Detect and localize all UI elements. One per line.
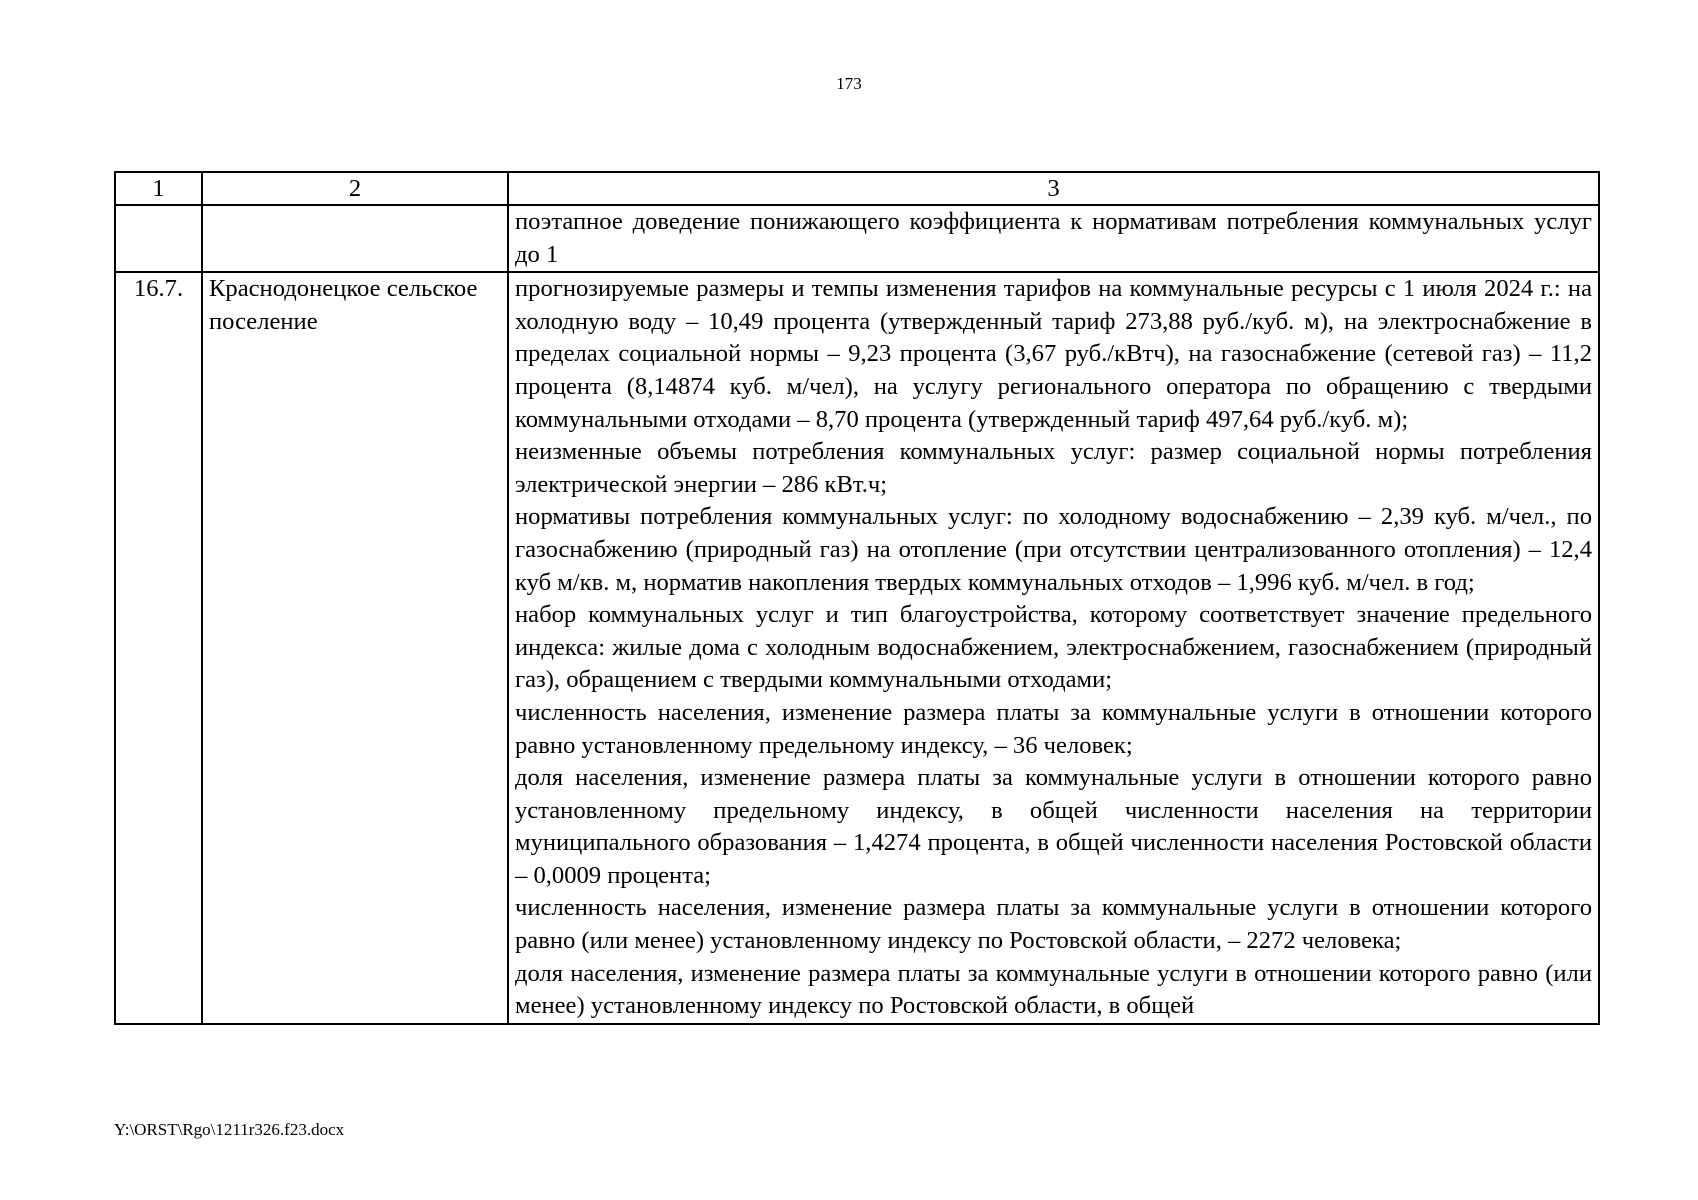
paragraph: доля населения, изменение размера платы за коммунальные услуги в отношении которого равно (или менее) установленному индексу по Ростовской области, в общей [515, 959, 1592, 1020]
paragraph: нормативы потребления коммунальных услуг: по холодному водоснабжению – 2,39 куб. м/чел., по газоснабжению (природный газ) на отопление (при отсутствии централизованного отопления) – 12,4 куб м/кв. м, норматив накопления твердых коммунальных отходов – 1,996 куб. м/чел. в год; [515, 503, 1592, 596]
page-number: 173 [836, 74, 862, 93]
row-number-cell: 16.7. [115, 272, 202, 1024]
row-number-cell [115, 205, 202, 272]
row-text-cell: поэтапное доведение понижающего коэффициента к нормативам потребления коммунальных услуг до 1 [508, 205, 1599, 272]
header-cell-2: 2 [202, 172, 508, 205]
table-header-row [115, 172, 1599, 205]
document-table [114, 171, 1600, 1025]
paragraph: численность населения, изменение размера платы за коммунальные услуги в отношении которого равно (или менее) установленному индексу по Ростовской области, – 2272 человека; [515, 894, 1592, 955]
footer-file-path: Y:\ORST\Rgo\1211r326.f23.docx [114, 1120, 345, 1139]
row-text-cell [508, 272, 1599, 1024]
paragraph: набор коммунальных услуг и тип благоустройства, которому соответствует значение предельного индекса: жилые дома с холодным водоснабжением, электроснабжением, газоснабжением (природный газ), обращением с твердыми коммунальными отходами; [515, 601, 1592, 694]
table-row [115, 205, 1599, 272]
header-cell-3: 3 [508, 172, 1599, 205]
paragraph: численность населения, изменение размера платы за коммунальные услуги в отношении которого равно установленному предельному индексу, – 36 человек; [515, 698, 1592, 759]
header-cell-1: 1 [115, 172, 202, 205]
paragraph: неизменные объемы потребления коммунальных услуг: размер социальной нормы потребления электрической энергии – 286 кВт.ч; [515, 438, 1592, 498]
table-row [115, 272, 1599, 1024]
paragraph: прогнозируемые размеры и темпы изменения тарифов на коммунальные ресурсы с 1 июля 2024 г.: на холодную воду – 10,49 процента (утвержденный тариф 273,88 руб./куб. м), на электроснабжение в пределах социальной нормы – 9,23 процента (3,67 руб./кВтч), на газоснабжение (сетевой газ) – 11,2 процента (8,14874 куб. м/чел), на услугу регионального оператора по обращению с твердыми коммунальными отходами – 8,70 процента (утвержденный тариф 497,64 руб./куб. м); [515, 275, 1592, 433]
row-name-cell [202, 205, 508, 272]
row-name-cell: Краснодонецкое сельское поселение [202, 272, 508, 1024]
paragraph: доля населения, изменение размера платы за коммунальные услуги в отношении которого равно установленному предельному индексу, в общей численности населения на территории муниципального образования – 1,4274 процента, в общей численности населения Ростовской области – 0,0009 процента; [515, 764, 1592, 889]
